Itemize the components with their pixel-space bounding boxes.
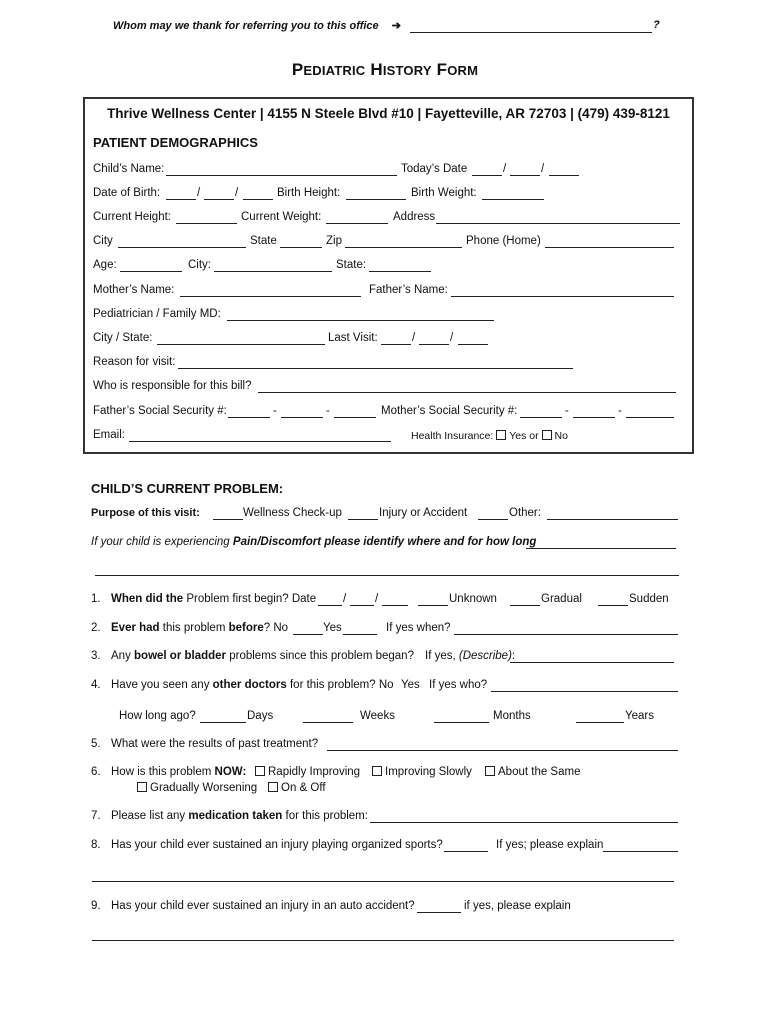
label-responsible: Who is responsible for this bill? — [93, 380, 252, 392]
q5-field[interactable] — [327, 750, 678, 751]
q8-answer-blank[interactable] — [444, 851, 488, 852]
mother-ssn-3[interactable] — [626, 417, 674, 418]
responsible-field[interactable] — [258, 392, 676, 393]
section-heading-demographics: PATIENT DEMOGRAPHICS — [93, 135, 258, 150]
label-sudden: Sudden — [629, 593, 669, 605]
dash: - — [565, 405, 569, 417]
howlong-weeks-blank[interactable] — [303, 722, 353, 723]
label-no: No — [554, 430, 568, 442]
birth-weight-field[interactable] — [482, 199, 544, 200]
arrow-right-icon: ➔ — [391, 20, 401, 32]
label-how-long: How long ago? — [119, 710, 196, 722]
label-other: Other: — [509, 507, 541, 519]
father-ssn-2[interactable] — [281, 417, 323, 418]
city-state-field[interactable] — [157, 344, 325, 345]
checkbox-icon[interactable] — [372, 766, 382, 776]
label-purpose: Purpose of this visit: — [91, 507, 200, 519]
label-current-weight: Current Weight: — [241, 211, 322, 223]
q5-number: 5. — [91, 738, 101, 750]
state2-field[interactable] — [369, 271, 431, 272]
q1-date-month[interactable] — [318, 605, 342, 606]
label-birth-height: Birth Height: — [277, 187, 341, 199]
insurance-yes-checkbox[interactable] — [496, 430, 506, 440]
dash: - — [618, 405, 622, 417]
address-field[interactable] — [436, 223, 680, 224]
q7-field[interactable] — [370, 822, 678, 823]
q9-number: 9. — [91, 900, 101, 912]
slash: / — [375, 593, 379, 605]
father-ssn-1[interactable] — [228, 417, 270, 418]
section-heading-problem: CHILD’S CURRENT PROBLEM: — [91, 481, 284, 496]
q7-number: 7. — [91, 810, 101, 822]
label-state: State — [250, 235, 277, 247]
label-injury: Injury or Accident — [379, 507, 468, 519]
current-weight-field[interactable] — [326, 223, 388, 224]
city-field[interactable] — [118, 247, 246, 248]
injury-blank[interactable] — [348, 519, 378, 520]
q3-text: Any bowel or bladder problems since this problem began? — [111, 650, 414, 662]
todays-date-day[interactable] — [510, 175, 540, 176]
q6-option-rapidly-improving[interactable]: Rapidly Improving — [255, 766, 360, 778]
q2-text: Ever had this problem before? No — [111, 622, 289, 634]
dash: - — [326, 405, 330, 417]
demographics-box — [83, 97, 694, 454]
label-mothers-name: Mother’s Name: — [93, 284, 175, 296]
label-pediatrician: Pediatrician / Family MD: — [93, 308, 221, 320]
label-q4-who: If yes who? — [429, 679, 488, 691]
zip-field[interactable] — [345, 247, 462, 248]
slash: / — [235, 187, 239, 199]
label-yes-or: Yes or — [509, 430, 539, 442]
label-weeks: Weeks — [360, 710, 395, 722]
childs-name-field[interactable] — [166, 175, 397, 176]
label-zip: Zip — [326, 235, 342, 247]
dob-month[interactable] — [166, 199, 196, 200]
label-phone-home: Phone (Home) — [466, 235, 541, 247]
label-address: Address — [393, 211, 436, 223]
checkbox-icon[interactable] — [268, 782, 278, 792]
label-state2: State: — [336, 259, 367, 271]
label-wellness: Wellness Check-up — [243, 507, 342, 519]
label-months: Months — [493, 710, 531, 722]
slash: / — [343, 593, 347, 605]
q7-text: Please list any medication taken for this problem: — [111, 810, 368, 822]
q2-no-blank[interactable] — [293, 634, 323, 635]
phone-home-field[interactable] — [545, 247, 674, 248]
q6-text: How is this problem NOW: — [111, 766, 247, 778]
q4-text: Have you seen any other doctors for this problem? No — [111, 679, 394, 691]
q6-option-on-off[interactable]: On & Off — [268, 782, 326, 794]
q2-when-field[interactable] — [454, 634, 678, 635]
referral-field[interactable] — [410, 32, 652, 33]
label-city: City — [93, 235, 113, 247]
dob-year[interactable] — [243, 199, 273, 200]
q3-describe-field[interactable] — [510, 662, 674, 663]
checkbox-icon[interactable] — [255, 766, 265, 776]
todays-date-year[interactable] — [549, 175, 579, 176]
last-visit-day[interactable] — [419, 344, 449, 345]
label-q2-yes: Yes — [323, 622, 342, 634]
slash: / — [541, 163, 545, 175]
state-field[interactable] — [280, 247, 322, 248]
slash: / — [197, 187, 201, 199]
dash: - — [273, 405, 277, 417]
slash: / — [450, 332, 454, 344]
clinic-header: Thrive Wellness Center | 4155 N Steele Blvd #10 | Fayetteville, AR 72703 | (479) 439-8121 — [107, 106, 670, 121]
label-city-state: City / State: — [93, 332, 153, 344]
howlong-years-blank[interactable] — [576, 722, 624, 723]
referral-question: Whom may we thank for referring you to this office ➔ — [113, 20, 401, 32]
dob-day[interactable] — [204, 199, 234, 200]
label-dob: Date of Birth: — [93, 187, 161, 199]
fathers-name-field[interactable] — [451, 296, 674, 297]
label-childs-name: Child’s Name: — [93, 163, 165, 175]
label-todays-date: Today’s Date — [401, 163, 468, 175]
last-visit-year[interactable] — [458, 344, 488, 345]
page-title: PEDIATRIC HISTORY FORM — [291, 60, 479, 79]
label-q2-when: If yes when? — [386, 622, 451, 634]
label-q9-explain: if yes, please explain — [464, 900, 571, 912]
last-visit-month[interactable] — [381, 344, 411, 345]
mothers-name-field[interactable] — [180, 296, 361, 297]
label-q4-yes: Yes — [401, 679, 420, 691]
pain-question: If your child is experiencing Pain/Discomfort please identify where and for how long — [91, 536, 537, 548]
pain-field-line2[interactable] — [95, 575, 679, 576]
label-last-visit: Last Visit: — [328, 332, 378, 344]
referral-end: ? — [653, 19, 660, 31]
q1-gradual-blank[interactable] — [510, 605, 540, 606]
q6-option-about-same[interactable]: About the Same — [485, 766, 580, 778]
pediatrician-field[interactable] — [227, 320, 494, 321]
q9-text: Has your child ever sustained an injury in an auto accident? — [111, 900, 415, 912]
wellness-check-blank[interactable] — [213, 519, 243, 520]
q1-text: When did the Problem first begin? Date — [111, 593, 317, 605]
q4-who-field[interactable] — [491, 691, 678, 692]
label-q8-explain: If yes; please explain — [496, 839, 604, 851]
q8-explain-line2[interactable] — [92, 881, 674, 882]
label-city2: City: — [188, 259, 211, 271]
q9-answer-blank[interactable] — [417, 912, 461, 913]
label-reason: Reason for visit: — [93, 356, 176, 368]
q9-explain-line2[interactable] — [92, 940, 674, 941]
mother-ssn-2[interactable] — [573, 417, 615, 418]
label-unknown: Unknown — [449, 593, 497, 605]
howlong-months-blank[interactable] — [434, 722, 489, 723]
label-mother-ssn: Mother’s Social Security #: — [381, 405, 518, 417]
howlong-days-blank[interactable] — [200, 722, 246, 723]
q3-ifyes: If yes, (Describe): — [425, 650, 516, 662]
q1-number: 1. — [91, 593, 101, 605]
checkbox-icon[interactable] — [485, 766, 495, 776]
label-health-insurance: Health Insurance: — [411, 430, 494, 442]
pain-field[interactable] — [526, 548, 676, 549]
current-height-field[interactable] — [176, 223, 237, 224]
label-birth-weight: Birth Weight: — [411, 187, 477, 199]
q1-unknown-blank[interactable] — [418, 605, 448, 606]
other-blank[interactable] — [478, 519, 508, 520]
label-gradual: Gradual — [541, 593, 582, 605]
q8-number: 8. — [91, 839, 101, 851]
q8-text: Has your child ever sustained an injury playing organized sports? — [111, 839, 443, 851]
health-insurance — [411, 430, 568, 442]
insurance-no-checkbox[interactable] — [542, 430, 552, 440]
q5-text: What were the results of past treatment? — [111, 738, 319, 750]
email-field[interactable] — [129, 441, 391, 442]
q1-date-year[interactable] — [382, 605, 408, 606]
q2-number: 2. — [91, 622, 101, 634]
q6-option-gradually-worsening[interactable]: Gradually Worsening — [137, 782, 257, 794]
q6-option-improving-slowly[interactable]: Improving Slowly — [372, 766, 472, 778]
q3-number: 3. — [91, 650, 101, 662]
birth-height-field[interactable] — [346, 199, 406, 200]
checkbox-icon[interactable] — [137, 782, 147, 792]
reason-field[interactable] — [178, 368, 573, 369]
q8-explain-field[interactable] — [603, 851, 678, 852]
mother-ssn-1[interactable] — [520, 417, 562, 418]
label-age: Age: — [93, 259, 117, 271]
other-field[interactable] — [547, 519, 678, 520]
father-ssn-3[interactable] — [334, 417, 376, 418]
slash: / — [503, 163, 507, 175]
age-field[interactable] — [120, 271, 182, 272]
todays-date-month[interactable] — [472, 175, 502, 176]
city2-field[interactable] — [214, 271, 332, 272]
q1-sudden-blank[interactable] — [598, 605, 628, 606]
label-current-height: Current Height: — [93, 211, 171, 223]
slash: / — [412, 332, 416, 344]
label-days: Days — [247, 710, 274, 722]
q1-date-day[interactable] — [350, 605, 374, 606]
label-father-ssn: Father’s Social Security #: — [93, 405, 227, 417]
label-email: Email: — [93, 429, 125, 441]
label-fathers-name: Father’s Name: — [369, 284, 448, 296]
q2-yes-blank[interactable] — [343, 634, 377, 635]
q6-number: 6. — [91, 766, 101, 778]
label-years: Years — [625, 710, 654, 722]
q4-number: 4. — [91, 679, 101, 691]
